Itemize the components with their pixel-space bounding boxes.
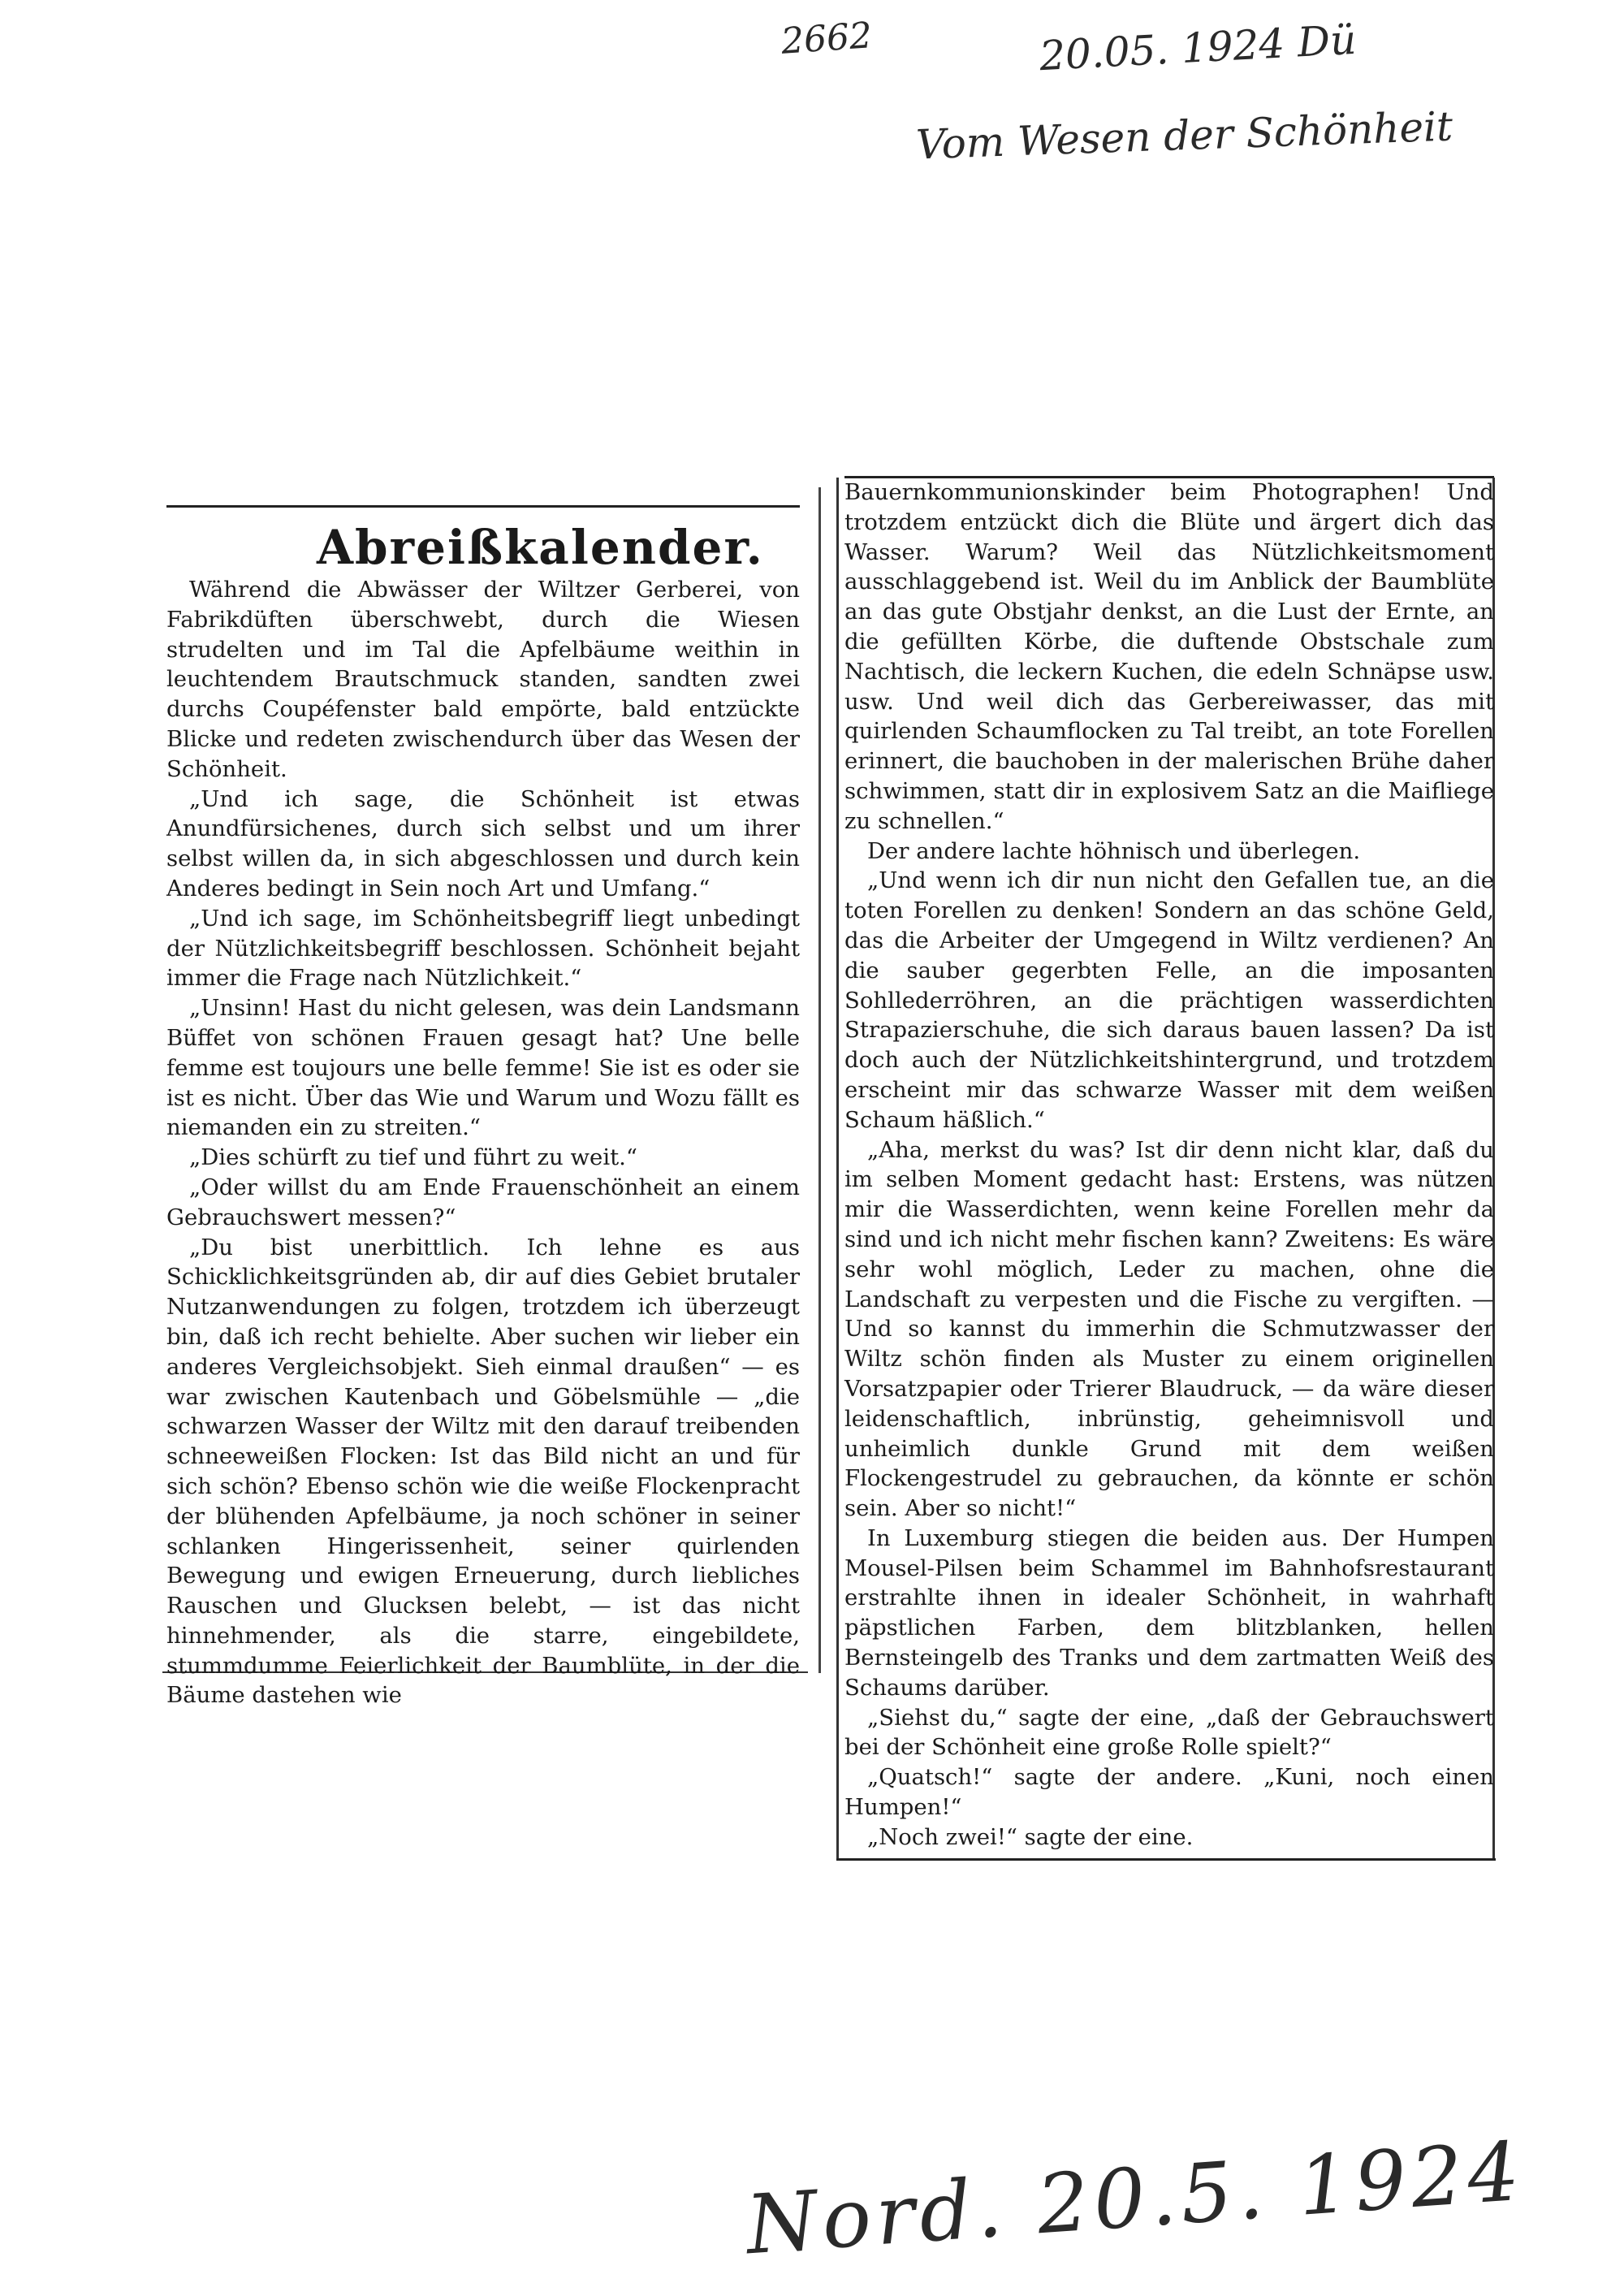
right-paragraph: Bauernkommunionskinder beim Photographen! Und trotzdem entzückt dich die Blüte und ärgert dich das Wasser. Warum? Weil das Nützlichkeitsmoment ausschlaggebend ist. Weil du im Anblick der Baumblüte an das gute Obstjahr denkst, an die Lust der Ernte, an die gefüllten Körbe, die duftende Obstschale zum Nachtisch, die leckern Kuchen, die edeln Schnäpse usw. usw. Und weil dich das Gerbereiwasser, das mit quirlenden Schaumflocken zu Tal treibt, an tote Forellen erinnert, die bauchoben in der malerischen Brühe daher schwimmen, statt dir in explosivem Satz an die Maifliege zu schnellen.“ xyxy=(844,479,1494,834)
left-paragraph: Während die Abwässer der Wiltzer Gerberei, von Fabrikdüften überschwebt, durch die Wiesen strudelten und im Tal die Apfelbäume weithin in leuchtendem Brautschmuck standen, sandten zwei durchs Coupéfenster bald empörte, bald entzückte Blicke und redeten zwischendurch über das Wesen der Schönheit. xyxy=(166,577,800,782)
left-paragraph: „Unsinn! Hast du nicht gelesen, was dein Landsmann Büffet von schönen Frauen gesagt hat? Une belle femme est toujours une belle femme! Sie ist es oder sie ist es nicht. Über das Wie und Warum und Wozu fällt es niemanden ein zu streiten.“ xyxy=(166,995,800,1141)
left-paragraph: „Du bist unerbittlich. Ich lehne es aus Schicklichkeitsgründen ab, dir auf dies Gebiet brutaler Nutzanwendungen zu folgen, trotzdem ich überzeugt bin, daß ich recht behielte. Aber suchen wir lieber ein anderes Vergleichsobjekt. Sieh einmal draußen“ — es war zwischen Kautenbach und Göbelsmühle — „die schwarzen Wasser der Wiltz mit den darauf treibenden schneeweißen Flocken: Ist das Bild nicht an und für sich schön? Ebenso schön wie die weiße Flockenpracht der blühenden Apfelbäume, ja noch schöner in seiner schlanken Hingerissenheit, seiner quirlenden Bewegung und ewigen Erneuerung, durch liebliches Rauschen und Glucksen belebt, — ist das nicht hinnehmender, als die starre, eingebildete, stummdumme Feierlichkeit der Baumblüte, in der die Bäume dastehen wie xyxy=(166,1234,800,1709)
left-paragraph: „Dies schürft zu tief und führt zu weit.“ xyxy=(189,1144,637,1171)
right-paragraph: „Siehst du,“ sagte der eine, „daß der Gebrauchswert bei der Schönheit eine große Rolle spielt?“ xyxy=(844,1704,1494,1761)
right-paragraph: „Noch zwei!“ sagte der eine. xyxy=(867,1823,1194,1850)
right-clipping-bottom-edge xyxy=(836,1858,1496,1861)
left-paragraph: „Und ich sage, im Schönheitsbegriff liegt unbedingt der Nützlichkeitsbegriff beschlossen. Schönheit bejaht immer die Frage nach Nützlichkeit.“ xyxy=(166,905,800,992)
left-paragraph: „Oder willst du am Ende Frauenschönheit an einem Gebrauchswert messen?“ xyxy=(166,1174,800,1230)
handwritten-title-note: Vom Wesen der Schönheit xyxy=(915,102,1454,169)
right-paragraph: „Quatsch!“ sagte der andere. „Kuni, noch einen Humpen!“ xyxy=(844,1764,1494,1821)
column-divider xyxy=(818,487,821,1673)
right-paragraph: „Aha, merkst du was? Ist dir denn nicht klar, daß du im selben Moment gedacht hast: Erstens, was nützen mir die Wasserdichten, wenn keine Forellen mehr da sind und ich nicht mehr fischen kann? Zweitens: Es wäre sehr wohl möglich, Leder zu machen, ohne die Landschaft zu verpesten und die Fische zu vergiften. — Und so kannst du immerhin die Schmutzwasser der Wiltz schön finden als Muster zu einem originellen Vorsatzpapier oder Trierer Blaudruck, — da wäre dieser leidenschaftlich, inbrünstig, geheimnisvoll und unheimlich dunkle Grund mit dem weißen Flockengestrudel zu gebrauchen, da könnte er schön sein. Aber so nicht!“ xyxy=(844,1136,1494,1522)
handwritten-footer-source-date: Nord. 20.5. 1924 xyxy=(743,2123,1527,2273)
right-paragraph: Der andere lachte höhnisch und überlegen. xyxy=(867,837,1361,864)
left-column-top-rule xyxy=(166,505,800,508)
right-column-body xyxy=(844,478,1494,1853)
left-column-body xyxy=(166,575,800,1710)
article-headline: Abreißkalender. xyxy=(317,520,764,575)
handwritten-archive-number: 2662 xyxy=(780,15,874,63)
right-paragraph: „Und wenn ich dir nun nicht den Gefallen tue, an die toten Forellen zu denken! Sondern an das schöne Geld, das die Arbeiter der Umgegend in Wiltz verdienen? An die sauber gegerbten Felle, an die imposanten Sohllederröhren, an die prächtigen wasserdichten Strapazierschuhe, die sich daraus bauen lassen? Da ist doch auch der Nützlichkeitshintergrund, und trotzdem erscheint mir das schwarze Wasser mit dem weißen Schaum häßlich.“ xyxy=(844,867,1494,1133)
left-paragraph: „Und ich sage, die Schönheit ist etwas Anundfürsichenes, durch sich selbst und um ihrer selbst willen da, in sich abgeschlossen und durch kein Anderes bedingt in Sein noch Art und Umfang.“ xyxy=(166,785,800,902)
right-paragraph: In Luxemburg stiegen die beiden aus. Der Humpen Mousel-Pilsen beim Schammel im Bahnhofsrestaurant erstrahlte ihnen in idealer Schönheit, in wahrhaft päpstlichen Farben, dem blitzblanken, hellen Bernsteingelb des Tranks und dem zartmatten Weiß des Schaums darüber. xyxy=(844,1524,1494,1701)
handwritten-date: 20.05. 1924 Dü xyxy=(1038,15,1358,80)
right-clipping-left-edge xyxy=(836,478,839,1858)
